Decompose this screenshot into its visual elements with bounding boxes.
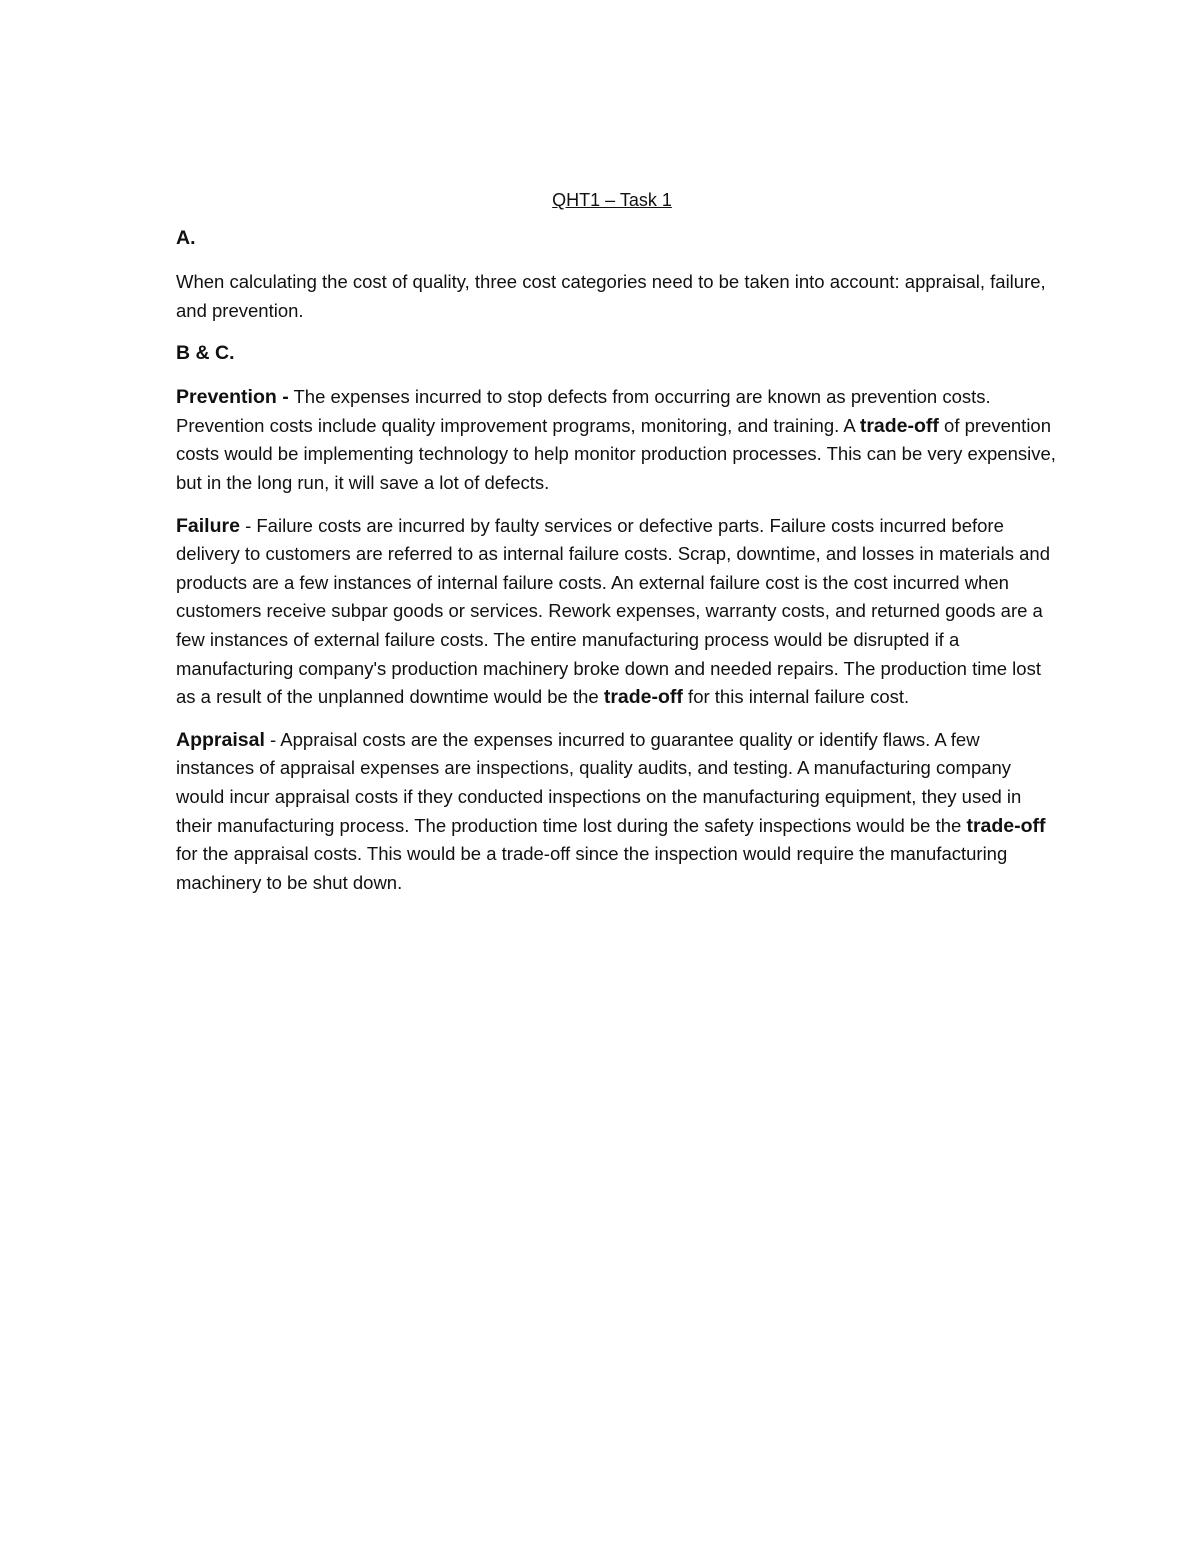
appraisal-tradeoff: trade-off	[966, 814, 1046, 837]
prevention-text-2: of prevention costs would be implementing technology to help monitor production processes. This can be very expensive, but in the long run, it will save a lot of defects.	[176, 414, 1056, 493]
failure-tradeoff: trade-off	[603, 686, 683, 709]
failure-text-2: for this internal failure cost.	[682, 686, 910, 708]
prevention-tradeoff: trade-off	[859, 414, 939, 437]
section-bc-heading: B & C.	[176, 342, 235, 365]
failure-label: Failure	[176, 514, 240, 537]
failure-paragraph	[176, 512, 1056, 712]
appraisal-text-1: - Appraisal costs are the expenses incurred to guarantee quality or identify flaws. A few instances of appraisal expenses are inspections, quality audits, and testing. A manufacturing company would incur appraisal costs if they conducted inspections on the manufacturing equipment, they used in their manufacturing process. The production time lost during the safety inspections would be the	[176, 728, 1022, 836]
appraisal-text-2: for the appraisal costs. This would be a trade-off since the inspection would require the manufacturing machinery to be shut down.	[176, 843, 1008, 893]
document-title: QHT1 – Task 1	[552, 190, 672, 210]
appraisal-label: Appraisal	[176, 728, 265, 751]
section-a-text: When calculating the cost of quality, three cost categories need to be taken into account: appraisal, failure, and prevention.	[176, 271, 1046, 321]
section-a-heading: A.	[176, 227, 196, 249]
appraisal-paragraph	[176, 726, 1056, 898]
prevention-text-1: The expenses incurred to stop defects from occurring are known as prevention costs. Prevention costs include quality improvement programs, monitoring, and training. A	[176, 386, 991, 436]
document-body	[176, 186, 1056, 911]
failure-text-1: - Failure costs are incurred by faulty services or defective parts. Failure costs incurred before delivery to customers are referred to as internal failure costs. Scrap, downtime, and losses in materials and products are a few instances of internal failure costs. An external failure cost is the cost incurred when customers receive subpar goods or services. Rework expenses, warranty costs, and returned goods are a few instances of external failure costs. The entire manufacturing process would be disrupted if a manufacturing company's production machinery broke down and needed repairs. The production time lost as a result of the unplanned downtime would be the	[176, 514, 1051, 708]
prevention-label: Prevention -	[176, 386, 289, 409]
prevention-paragraph	[176, 383, 1056, 497]
